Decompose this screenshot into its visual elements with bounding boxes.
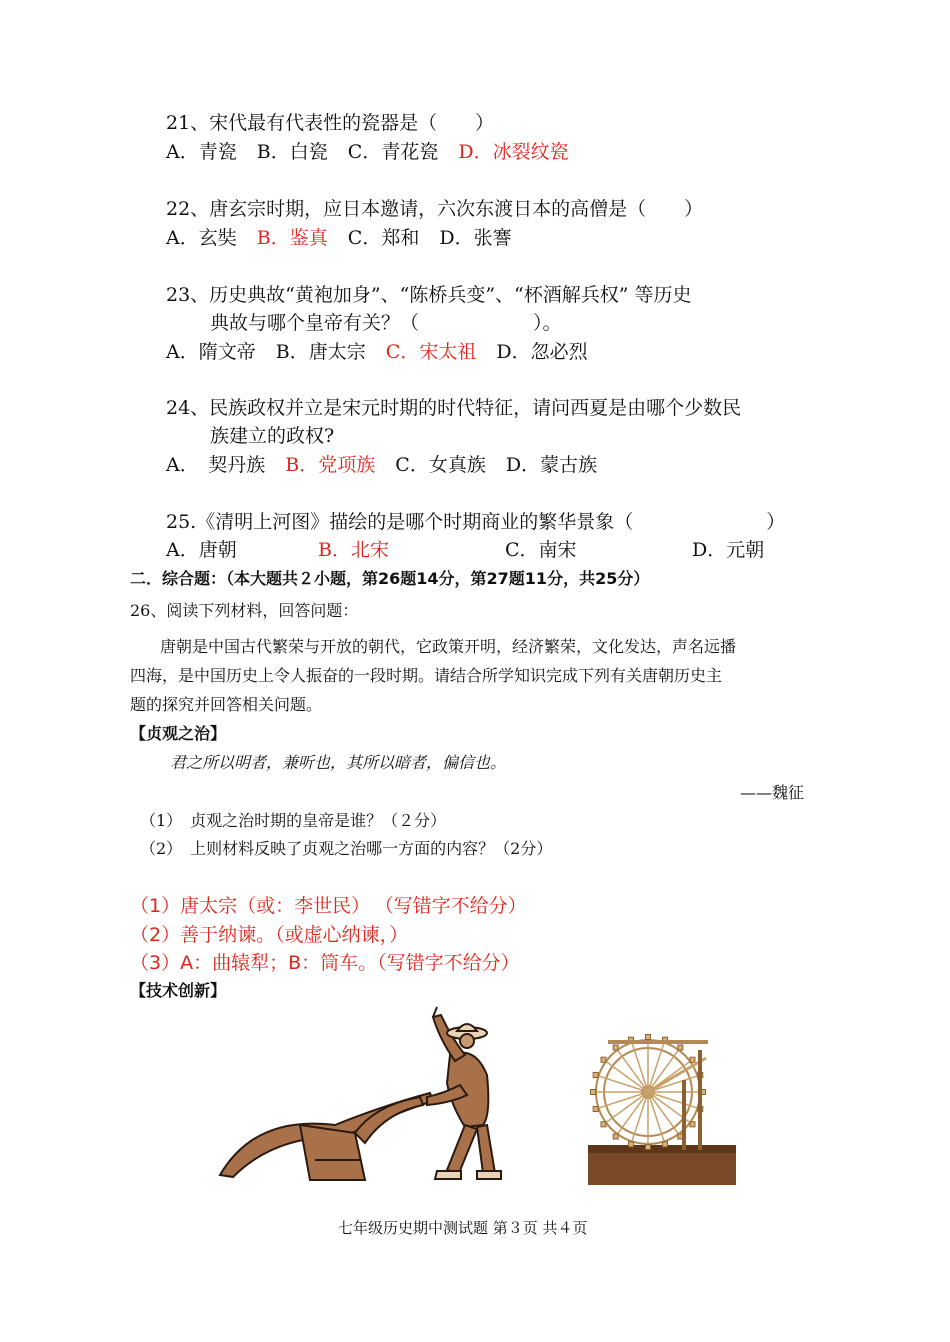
question-25-option-b-correct: B．北宋 [318,539,389,561]
weizheng-quote: 君之所以明者，兼听也，其所以暗者，偏信也。 [170,753,507,772]
wheel-spoke [599,1076,648,1092]
wheel-bucket [690,1057,695,1062]
wheel-bucket [646,1035,651,1040]
wheel-spoke [648,1092,664,1141]
intro-line: 题的探究并回答相关问题。 [130,695,323,714]
option-b: B．白瓷 [256,141,328,163]
option-a: A． 契丹族 [166,454,266,476]
option-d: D．蒙古族 [505,454,598,476]
intro-line: 唐朝是中国古代繁荣与开放的朝代，它政策开明，经济繁荣，文化发达，声名远播 [160,637,737,656]
answer-1-note: （写错字不给分） [384,895,527,917]
wheel-spoke [648,1092,679,1134]
answer-3-note: （写错字不给分） [377,952,520,974]
wheel-bucket [601,1122,606,1127]
wheel-bucket [593,1073,598,1078]
option-c-correct: C．宋太祖 [385,341,477,363]
curved-plow-illustration [215,1005,515,1185]
question-26-title: 26、阅读下列材料，回答问题： [130,601,359,620]
wheel-spoke [632,1043,648,1092]
wheel-spoke [599,1092,648,1108]
answer-1-main: （1）唐太宗（或：李世民） [130,895,371,917]
option-a: A．青瓷 [166,141,237,163]
sub-question-1: （1） 贞观之治时期的皇帝是谁？（２分） [140,811,447,830]
option-a: A．玄奘 [166,227,237,249]
wheel-spoke [648,1050,679,1092]
question-25-option-d: D．元朝 [692,539,765,561]
question-21-stem: 21、宋代最有代表性的瓷器是（ ） [166,112,495,134]
topic-tech-heading: 【技术创新】 [130,981,227,1000]
option-a: A．隋文帝 [166,341,256,363]
wheel-spoke [606,1092,648,1123]
answer-3 [130,948,520,975]
option-b-correct: B．鉴真 [256,227,328,249]
option-b-correct: B．党项族 [285,454,376,476]
question-22-options [166,223,512,250]
wheel-spoke [648,1092,697,1108]
answer-2-main: （2）善于纳谏。（或虚心纳谏，） [130,924,409,946]
wheel-spoke [632,1092,648,1141]
question-25-stem: 25.《清明上河图》描绘的是哪个时期商业的繁华景象（ ） [166,511,786,533]
wheel-bucket [690,1122,695,1127]
question-25-option-c: C．南宋 [505,539,577,561]
wheel-bucket [678,1045,683,1050]
option-d-correct: D．冰裂纹瓷 [458,141,569,163]
answer-2 [130,920,408,947]
wheel-bucket [591,1090,596,1095]
question-25-option-a: A．唐朝 [166,539,237,561]
intro-line: 四海，是中国历史上令人振奋的一段时期。请结合所学知识完成下列有关唐朝历史主 [130,666,723,685]
sub-question-2: （2） 上则材料反映了贞观之治哪一方面的内容？（2分） [140,839,553,858]
page-footer: 七年级历史期中测试题 第３页 共４页 [338,1219,588,1237]
wheel-spoke [617,1050,648,1092]
option-d: D．张謇 [439,227,512,249]
option-c: C．女真族 [395,454,486,476]
question-23-stem-cont: 典故与哪个皇帝有关？（ ）。 [210,312,562,334]
wheel-bucket [593,1106,598,1111]
wheel-spoke [617,1092,648,1134]
water-wheel-illustration [588,1020,738,1185]
question-24-options [166,450,597,477]
option-b: B．唐太宗 [275,341,366,363]
answer-1 [130,891,527,918]
question-21-options [166,137,569,164]
wheel-bucket [601,1057,606,1062]
question-23-options [166,337,588,364]
option-c: C．青花瓷 [347,141,439,163]
wheel-bucket [613,1045,618,1050]
wheel-bucket [662,1142,667,1147]
wheel-bucket [646,1145,651,1150]
answer-3-main: （3）A：曲辕犁；B：筒车。 [130,952,378,974]
question-24-stem: 24、民族政权并立是宋元时期的时代特征，请问西夏是由哪个少数民 [166,397,742,419]
wheel-bucket [613,1134,618,1139]
topic-zhenguan-heading: 【贞观之治】 [130,724,227,743]
intro-paragraph [130,632,736,719]
question-23-stem: 23、历史典故“黄袍加身”、“陈桥兵变”、“杯酒解兵权” 等历史 [166,284,692,306]
question-24-stem-cont: 族建立的政权? [210,425,335,447]
option-c: C．郑和 [347,227,420,249]
option-d: D．忽必烈 [496,341,588,363]
question-22-stem: 22、唐玄宗时期，应日本邀请，六次东渡日本的高僧是（ ） [166,198,704,220]
wheel-bucket [629,1142,634,1147]
quote-author: ——魏征 [740,783,805,802]
section-2-heading: 二．综合题：（本大题共２小题，第26题14分，第27题11分，共25分） [130,569,650,588]
wheel-spoke [606,1061,648,1092]
